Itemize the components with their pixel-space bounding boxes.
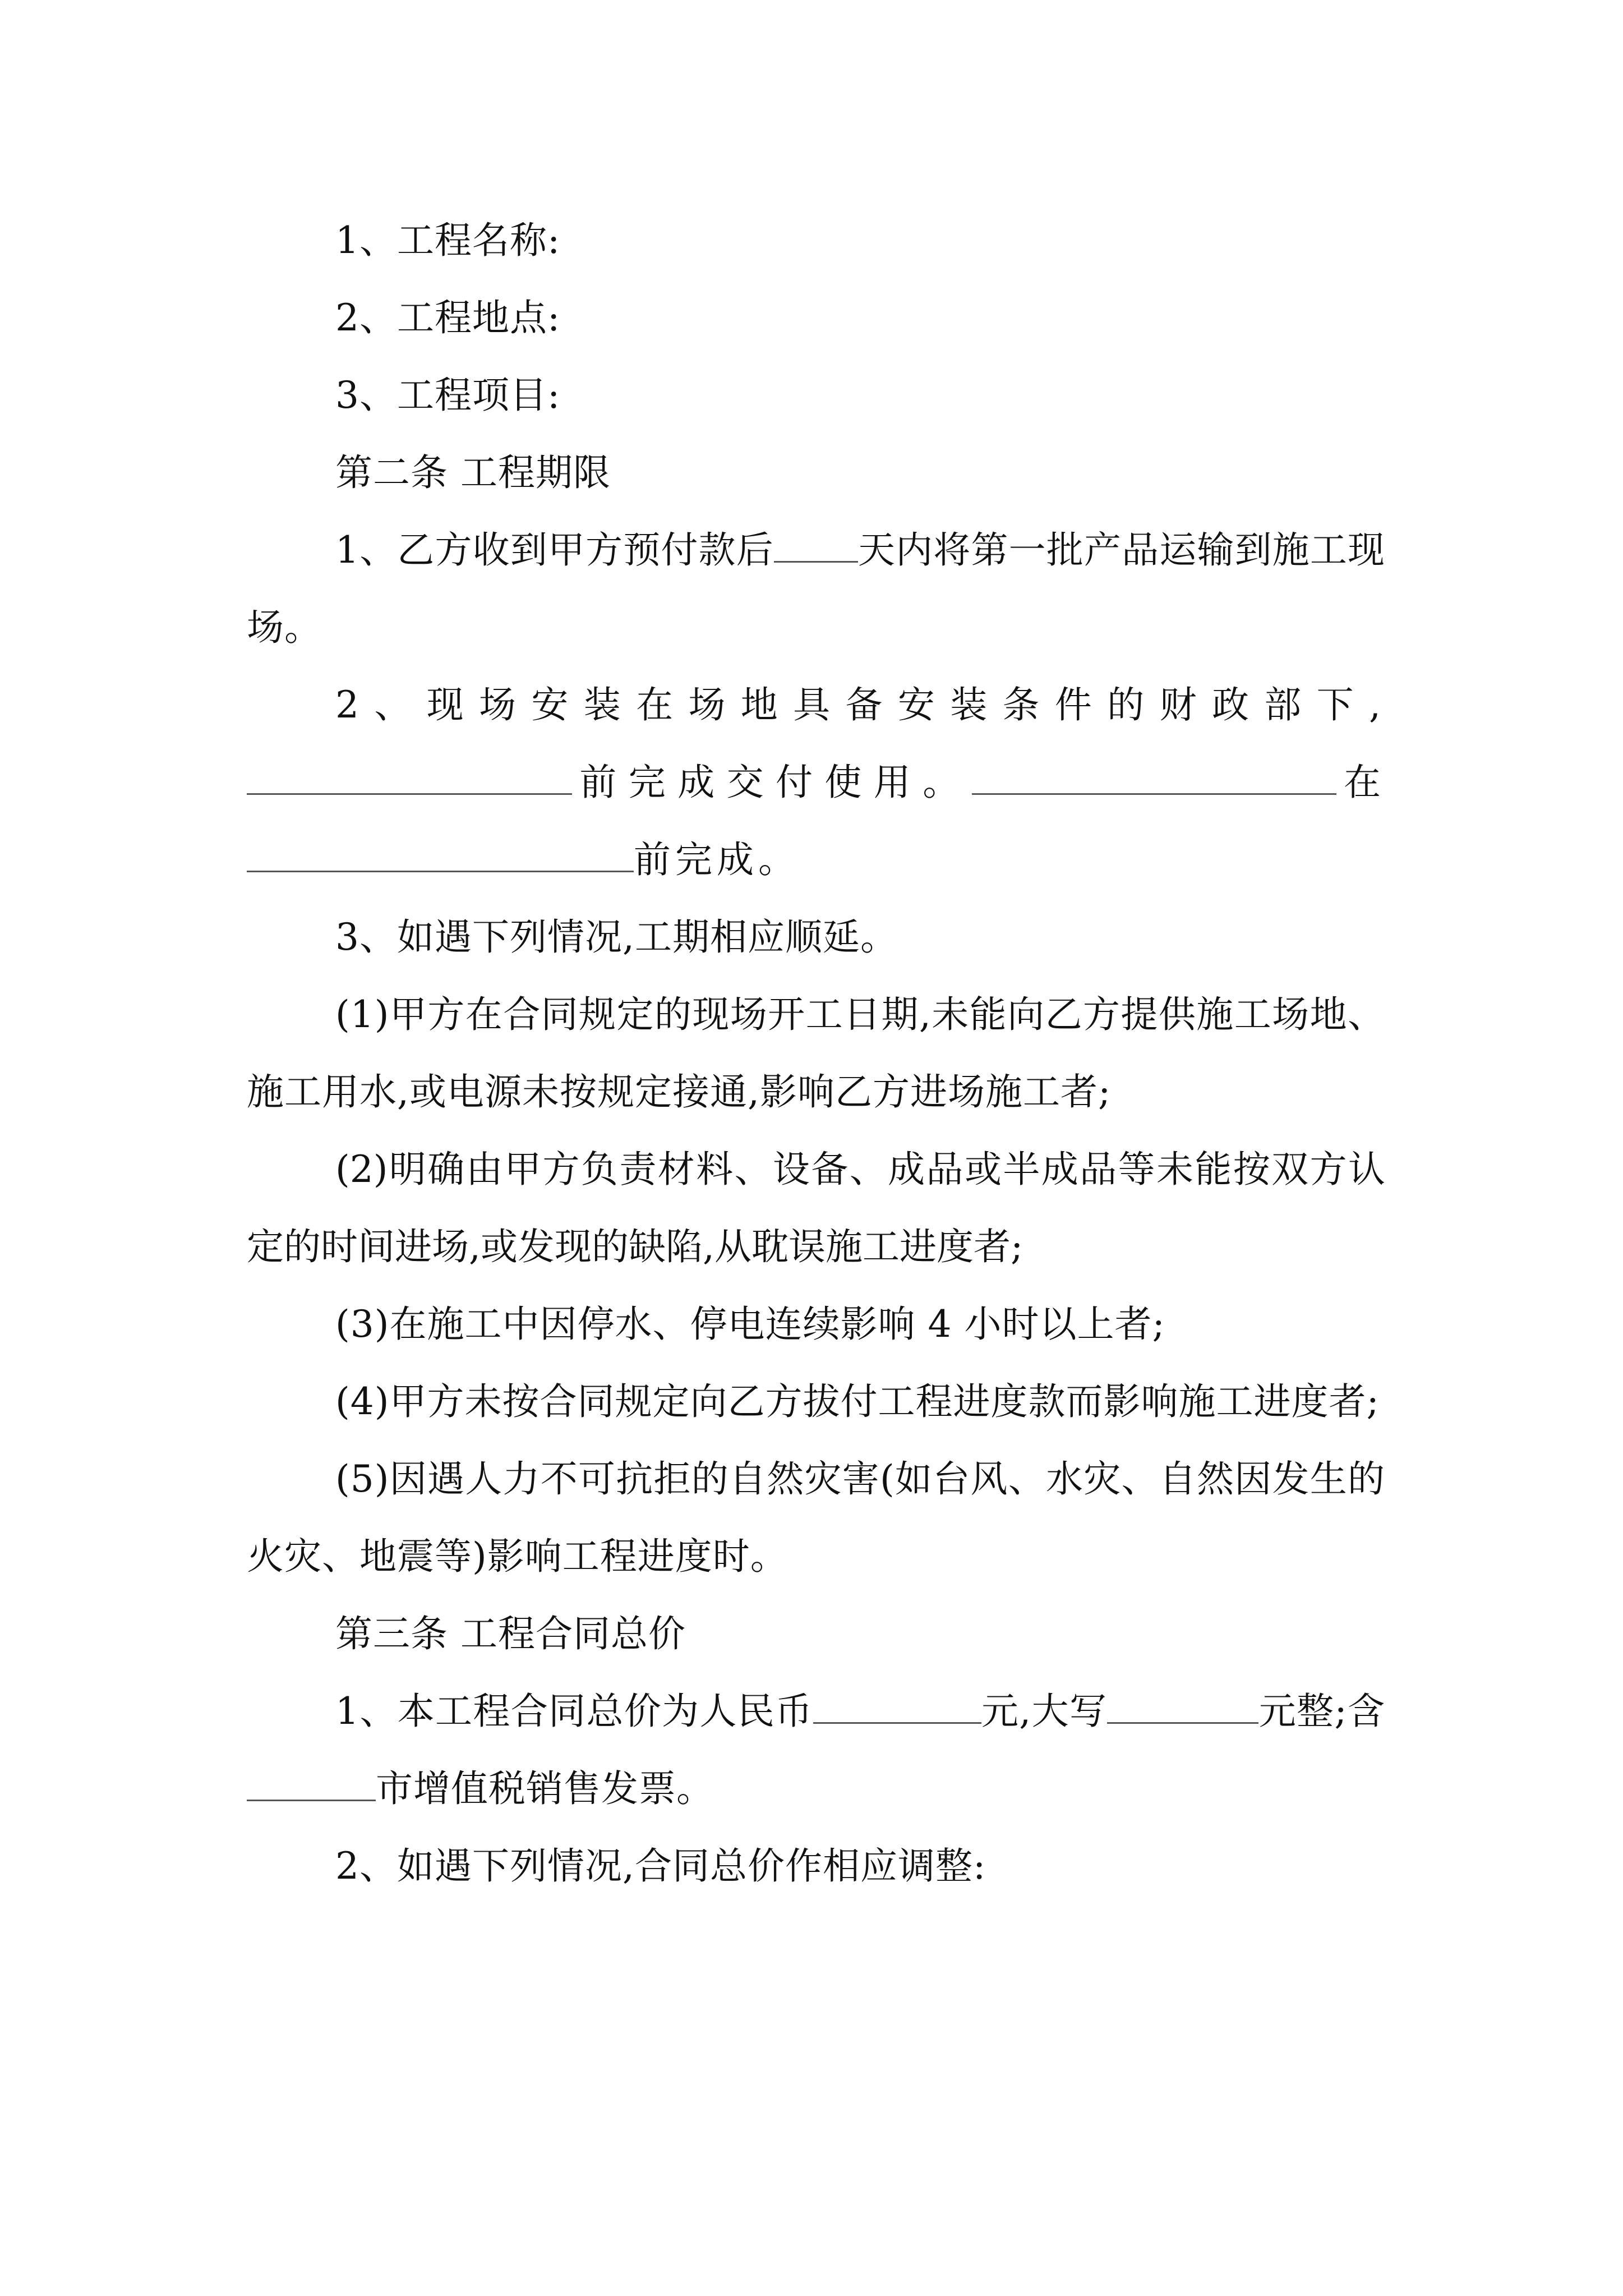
delay-case-2: (2)明确由甲方负责材料、设备、成品或半成品等未能按双方认定的时间进场,或发现的缺陷,从耽误施工进度者; xyxy=(247,1148,1385,1268)
clause-text: 市增值税销售发票。 xyxy=(376,1767,714,1810)
delay-case-4: (4)甲方未按合同规定向乙方拔付工程进度款而影响施工进度者; xyxy=(335,1380,1380,1423)
item-project-location: 2、工程地点: xyxy=(335,296,561,339)
clause-text: 前完成。 xyxy=(634,838,800,881)
fill-in-blank xyxy=(247,758,572,795)
clause-text: 1、本工程合同总价为人民币 xyxy=(335,1690,813,1733)
fill-in-blank xyxy=(247,1764,376,1801)
item-project-name: 1、工程名称: xyxy=(335,219,561,262)
fill-in-blank xyxy=(774,526,858,563)
fill-in-blank xyxy=(247,835,634,872)
item-project-items: 3、工程项目: xyxy=(335,374,561,417)
article-3-clause-2: 2、如遇下列情况,合同总价作相应调整: xyxy=(335,1844,986,1888)
article-3-clause-1 xyxy=(247,1673,1385,1828)
clause-text: 元整;含 xyxy=(1258,1690,1385,1733)
article-2-heading: 第二条 工程期限 xyxy=(335,451,611,494)
fill-in-blank xyxy=(1107,1687,1258,1724)
article-2-clause-1 xyxy=(247,512,1385,666)
delay-case-3: (3)在施工中因停水、停电连续影响 4 小时以上者; xyxy=(335,1303,1165,1346)
document-page xyxy=(247,202,1385,1905)
clause-text: 在 xyxy=(1336,761,1386,804)
clause-text: 2、现场安装在场地具备安装条件的财政部下, xyxy=(335,683,1385,726)
delay-case-5: (5)因遇人力不可抗拒的自然灾害(如台风、水灾、自然因发生的火灾、地震等)影响工程进度时。 xyxy=(247,1457,1385,1578)
article-2-clause-2 xyxy=(247,666,1385,899)
fill-in-blank xyxy=(972,758,1336,795)
clause-text: 1、乙方收到甲方预付款后 xyxy=(335,528,774,572)
clause-text: 元,大写 xyxy=(981,1690,1108,1733)
article-3-heading: 第三条 工程合同总价 xyxy=(335,1612,686,1655)
clause-text: 前完成交付使用。 xyxy=(572,761,972,804)
fill-in-blank xyxy=(813,1687,981,1724)
delay-case-1: (1)甲方在合同规定的现场开工日期,未能向乙方提供施工场地、施工用水,或电源未按规定接通,影响乙方进场施工者; xyxy=(247,993,1385,1114)
article-2-clause-3: 3、如遇下列情况,工期相应顺延。 xyxy=(335,915,898,959)
clause-text: 天内将第一批产品运输到施工现场。 xyxy=(247,528,1385,649)
